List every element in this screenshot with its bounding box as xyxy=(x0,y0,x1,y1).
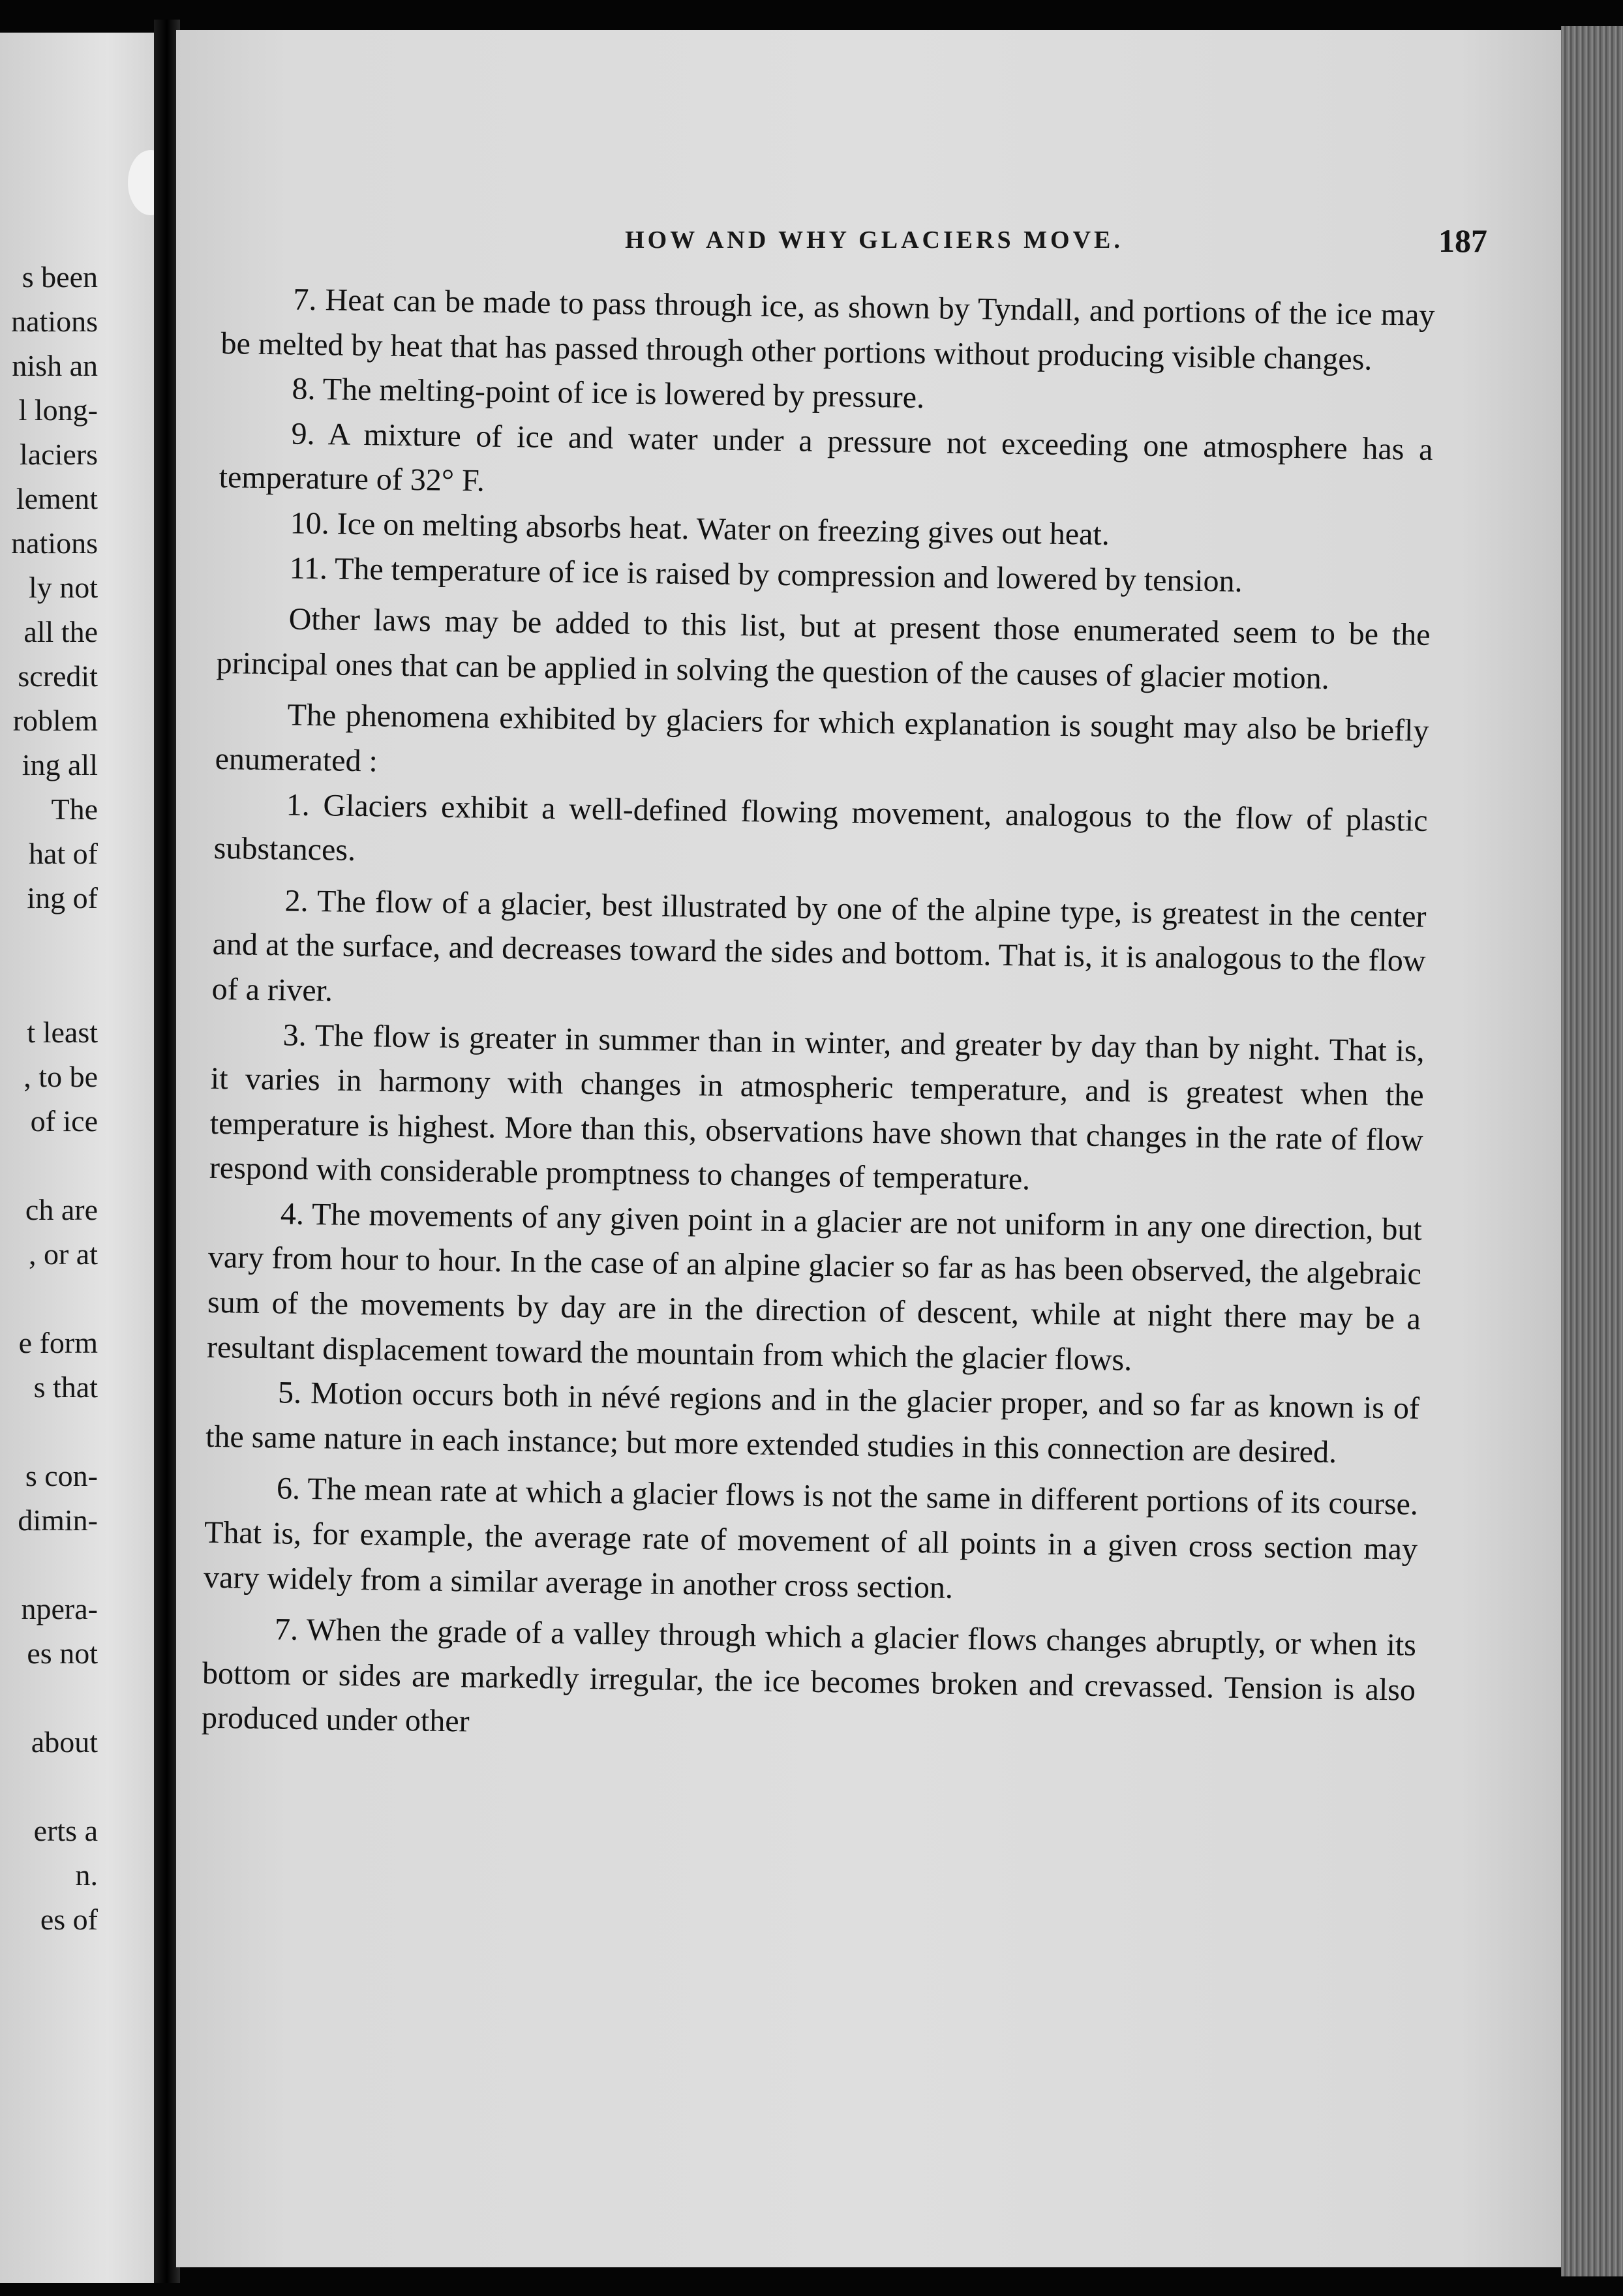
paragraph: 1. Glaciers exhibit a well-defined flowing movement, analogous to the flow of plastic substances. xyxy=(213,787,1428,868)
paragraph: The phenomena exhibited by glaciers for which explanation is sought may also be briefly enumerated : xyxy=(215,697,1429,779)
page-edges xyxy=(1561,26,1623,2276)
facing-page-line: s that xyxy=(33,1370,98,1404)
paragraph: 3. The flow is greater in summer than in winter, and greater by day than by night. That is, it varies in harmony with changes in atmospheric temperature, and is greatest when the temperature is highest. More than this, observations have shown that changes in the rate of flow respond with considerable promptness to changes of temperature. xyxy=(209,1017,1425,1197)
facing-page-line: es of xyxy=(40,1903,98,1936)
paragraph: 11. The temperature of ice is raised by compression and lowered by tension. xyxy=(289,551,1243,599)
facing-page-line: l long- xyxy=(18,393,98,427)
facing-page-line: The xyxy=(51,793,98,826)
paragraph: 7. When the grade of a valley through which a glacier flows changes abruptly, or when its bottom or sides are markedly irregular, the ice becomes broken and crevassed. Tension is also produced under other xyxy=(201,1612,1417,1739)
facing-page-line: e form xyxy=(18,1326,98,1359)
facing-page-line: , or at xyxy=(28,1237,98,1271)
facing-page-line: all the xyxy=(23,615,98,648)
facing-page-line: ing of xyxy=(27,881,98,914)
facing-page-line: , to be xyxy=(23,1060,98,1093)
paragraph: 9. A mixture of ice and water under a pressure not exceeding one atmosphere has a temperature of 32° F. xyxy=(219,416,1433,499)
facing-page-line: s been xyxy=(22,260,98,294)
facing-page-line: erts a xyxy=(33,1814,98,1847)
facing-page-line: ly not xyxy=(28,571,98,604)
paragraph: 5. Motion occurs both in névé regions and in the glacier proper, and so far as known is of the same nature in each instance; but more extended studies in this connection are desired. xyxy=(205,1375,1420,1470)
paragraph: Other laws may be added to this list, but at present those enumerated seem to be the principal ones that can be applied in solving the question of the causes of glacier motion. xyxy=(216,601,1431,696)
running-head: HOW AND WHY GLACIERS MOVE. xyxy=(625,226,1123,254)
body-text xyxy=(202,277,1435,1758)
facing-page-line: lement xyxy=(16,482,98,515)
facing-page-line: n. xyxy=(75,1858,98,1892)
paragraph: 7. Heat can be made to pass through ice, as shown by Tyndall, and portions of the ice may be melted by heat that has passed through other portions without producing visible changes. xyxy=(220,282,1435,377)
facing-page-line: ch are xyxy=(25,1193,98,1226)
paragraph: 10. Ice on melting absorbs heat. Water on freezing gives out heat. xyxy=(290,506,1110,552)
facing-page-line: dimin- xyxy=(18,1503,98,1537)
paragraph: 8. The melting-point of ice is lowered by pressure. xyxy=(292,371,925,415)
facing-page-line: roblem xyxy=(12,704,98,737)
facing-page-line: laciers xyxy=(19,438,98,471)
facing-page-line: es not xyxy=(27,1637,98,1670)
scan-blot xyxy=(128,150,154,215)
facing-page-line: nish an xyxy=(12,349,98,382)
paragraph: 6. The mean rate at which a glacier flows is not the same in different portions of its course. That is, for example, the average rate of movement of all points in a given cross section may vary widely from a similar average in another cross section. xyxy=(203,1471,1419,1605)
facing-page-line: nations xyxy=(11,305,98,338)
paragraph: 4. The movements of any given point in a glacier are not uniform in any one direction, but vary from hour to hour. In the case of an alpine glacier so far as has been observed, the algebraic sum of the movements by day are in the direction of descent, while at night there may be a resultant displacement toward the mountain from which the glacier flows. xyxy=(206,1196,1423,1378)
facing-page-line: t least xyxy=(27,1016,98,1049)
paragraph: 2. The flow of a glacier, best illustrated by one of the alpine type, is greatest in the center and at the surface, and decreases toward the sides and bottom. That is, it is analogous to the flow of a river. xyxy=(211,883,1427,1008)
book-page xyxy=(176,30,1572,2267)
facing-page-line: nations xyxy=(11,526,98,560)
facing-page-line: scredit xyxy=(18,659,98,693)
facing-page-line: npera- xyxy=(21,1592,98,1625)
facing-page-line: hat of xyxy=(28,837,98,870)
facing-page-line: ing all xyxy=(22,748,98,781)
page-number: 187 xyxy=(1438,222,1487,259)
facing-page xyxy=(0,33,154,2283)
facing-page-line: about xyxy=(31,1725,98,1759)
facing-page-line: of ice xyxy=(30,1104,98,1138)
facing-page-line: s con- xyxy=(25,1459,98,1492)
